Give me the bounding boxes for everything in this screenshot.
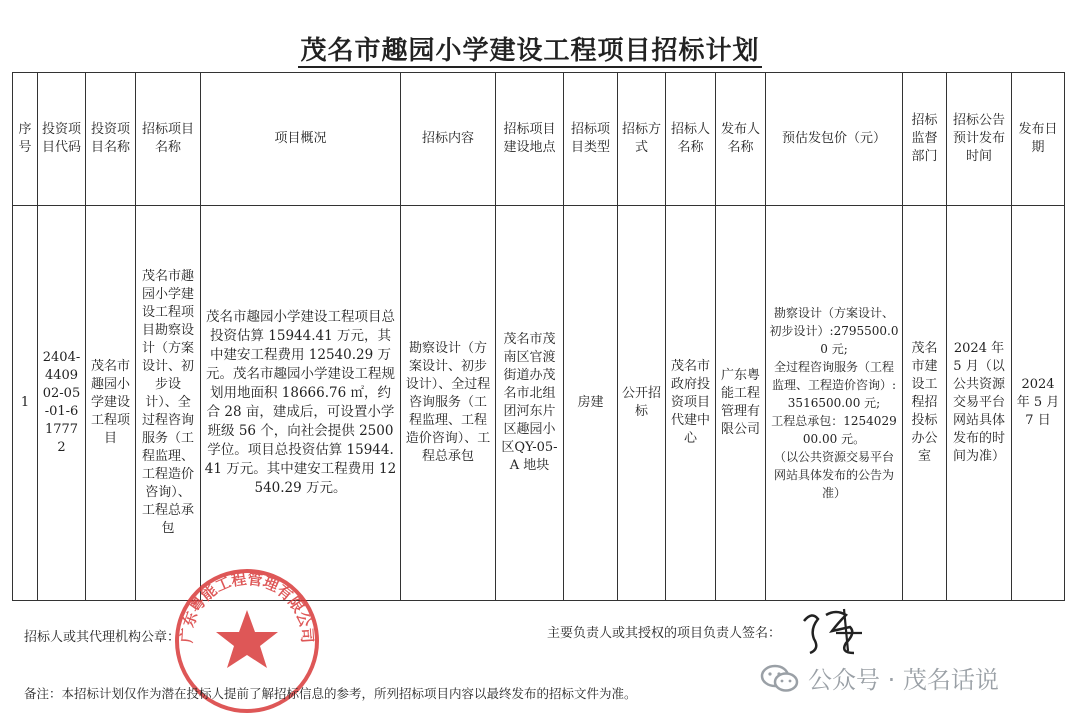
header-cell: 序号 bbox=[13, 73, 38, 206]
header-cell: 发布人名称 bbox=[716, 73, 766, 206]
header-cell: 投资项目代码 bbox=[38, 73, 86, 206]
table-row bbox=[13, 206, 1065, 601]
wechat-icon bbox=[760, 663, 800, 693]
project-overview: 茂名市趣园小学建设工程项目总投资估算 15944.41 万元，其中建安工程费用 12540.29 万元。茂名市趣园小学建设工程规划用地面积 18666.76 ㎡，约合 28 亩，建成后，可设置小学班级 56 个，向社会提供 2500 学位。项目总投资估算 15944.41 万元。其中建安工程费用 12540.29 万元。 bbox=[201, 206, 401, 601]
header-cell: 招标人名称 bbox=[666, 73, 716, 206]
header-cell: 招标内容 bbox=[401, 73, 496, 206]
header-cell: 投资项目名称 bbox=[86, 73, 136, 206]
tender-method: 公开招标 bbox=[618, 206, 666, 601]
investment-project-name: 茂名市趣园小学建设工程项目 bbox=[86, 206, 136, 601]
tender-project-name: 茂名市趣园小学建设工程项目勘察设计（方案设计、初步设计）、全过程咨询服务（工程监理、工程造价咨询）、工程总承包 bbox=[136, 206, 201, 601]
header-cell: 招标方式 bbox=[618, 73, 666, 206]
price-line: （以公共资源交易平台网站具体发布的公告为准） bbox=[773, 450, 894, 500]
document-title: 茂名市趣园小学建设工程项目招标计划 bbox=[300, 36, 760, 66]
tender-content: 勘察设计（方案设计、初步设计）、全过程咨询服务（工程监理、工程造价咨询）、工程总承包 bbox=[401, 206, 496, 601]
tenderer-name: 茂名市政府投资项目代建中心 bbox=[666, 206, 716, 601]
header-cell: 预估发包价（元） bbox=[766, 73, 903, 206]
construction-location: 茂名市茂南区官渡街道办茂名市北组团河东片区趣园小区QY-05-A 地块 bbox=[496, 206, 564, 601]
header-cell: 招标项目建设地点 bbox=[496, 73, 564, 206]
header-cell: 项目概况 bbox=[201, 73, 401, 206]
watermark bbox=[760, 660, 999, 695]
publisher-name: 广东粤能工程管理有限公司 bbox=[716, 206, 766, 601]
header-row bbox=[13, 73, 1065, 206]
tender-plan-table bbox=[12, 72, 1065, 601]
seal-label: 招标人或其代理机构公章： bbox=[24, 630, 181, 645]
header-cell: 招标监督部门 bbox=[903, 73, 947, 206]
price-line: 全过程咨询服务（工程监理、工程造价咨询）: 3516500.00 元; bbox=[771, 360, 897, 410]
project-code: 2404-440902-05-01-617772 bbox=[38, 206, 86, 601]
footnote: 备注：本招标计划仅作为潜在投标人提前了解招标信息的参考，所列招标项目内容以最终发布的招标文件为准。 bbox=[24, 686, 637, 701]
handwritten-signature bbox=[796, 603, 876, 659]
estimated-price bbox=[766, 206, 903, 601]
price-line: 勘察设计（方案设计、初步设计）:2795500.00 元; bbox=[769, 306, 899, 356]
publish-date: 2024 年 5 月 7 日 bbox=[1012, 206, 1065, 601]
expected-announcement-time: 2024 年 5 月（以公共资源交易平台网站具体发布的时间为准） bbox=[947, 206, 1012, 601]
header-cell: 招标项目名称 bbox=[136, 73, 201, 206]
svg-text:广东粤能工程管理有限公司: 广东粤能工程管理有限公司 bbox=[177, 569, 317, 644]
project-type: 房建 bbox=[564, 206, 618, 601]
price-line: 工程总承包：125402900.00 元。 bbox=[771, 414, 897, 446]
watermark-text: 公众号 · 茂名话说 bbox=[808, 666, 999, 694]
header-cell: 招标公告预计发布时间 bbox=[947, 73, 1012, 206]
header-cell: 招标项目类型 bbox=[564, 73, 618, 206]
row-index: 1 bbox=[13, 206, 38, 601]
star-icon bbox=[216, 610, 278, 668]
supervisory-department: 茂名市建设工程招投标办公室 bbox=[903, 206, 947, 601]
header-cell: 发布日期 bbox=[1012, 73, 1065, 206]
signature-label: 主要负责人或其授权的项目负责人签名： bbox=[547, 626, 782, 641]
